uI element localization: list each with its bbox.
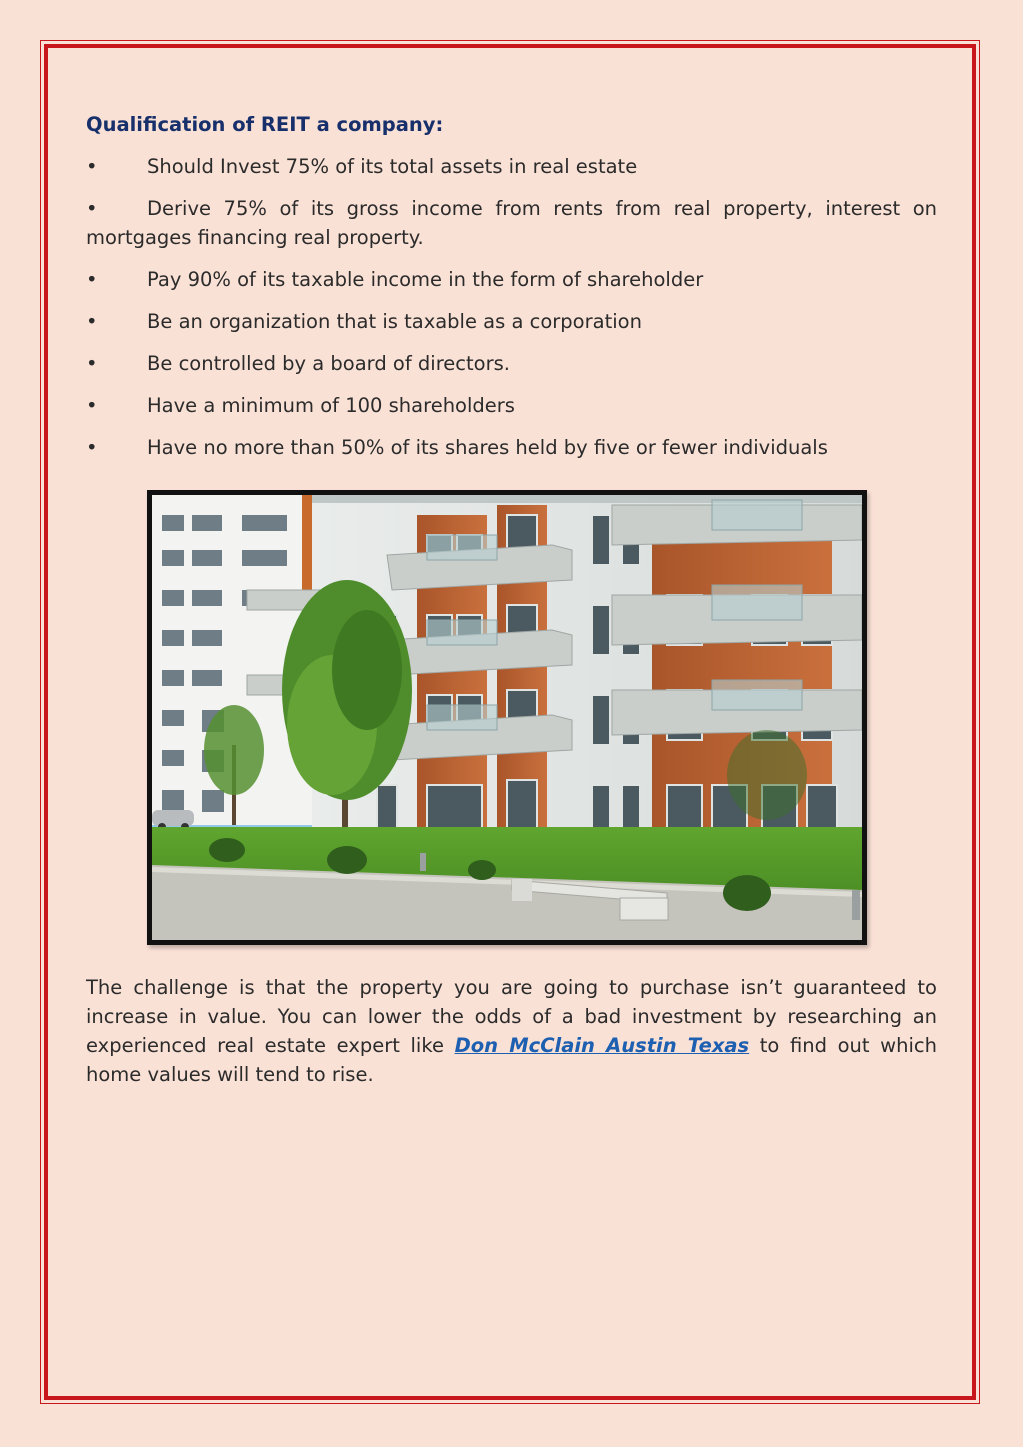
bullet-text: Be an organization that is taxable as a corporation — [147, 310, 642, 333]
bullet-item — [86, 307, 937, 336]
closing-paragraph — [86, 973, 937, 1089]
bullet-item — [86, 349, 937, 378]
bullet-text: Should Invest 75% of its total assets in real estate — [147, 155, 638, 178]
bullet-dot: • — [86, 310, 98, 333]
bullet-item — [86, 194, 937, 252]
bullet-text: Have a minimum of 100 shareholders — [147, 394, 515, 417]
qualification-section — [86, 110, 937, 475]
bullet-dot: • — [86, 436, 98, 459]
bullet-text: Derive 75% of its gross income from rents from real property, interest on mortgages financing real property. — [86, 197, 937, 249]
bullet-dot: • — [86, 352, 98, 375]
bullet-dot: • — [86, 155, 98, 178]
bullet-text: Have no more than 50% of its shares held by five or fewer individuals — [147, 436, 828, 459]
bullet-text: Be controlled by a board of directors. — [147, 352, 510, 375]
paragraph-text-end: to find out which home values will tend to rise. — [86, 1034, 937, 1086]
section-heading: Qualification of REIT a company: — [86, 113, 444, 136]
paragraph-text-start: The challenge is that the property you are going to purchase isn’t guaranteed to increase in value. You can lower the odds of a bad investment by researching an experienced real estate expert like — [86, 976, 937, 1057]
bullet-text: Pay 90% of its taxable income in the form of shareholder — [147, 268, 704, 291]
bullet-dot: • — [86, 268, 98, 291]
apartment-illustration — [152, 495, 862, 940]
apartment-building-photo — [147, 490, 867, 945]
bullet-dot: • — [86, 197, 98, 220]
bullet-item — [86, 433, 937, 462]
don-mcclain-link[interactable]: Don McClain Austin Texas — [454, 1034, 750, 1057]
bullet-item — [86, 265, 937, 294]
bullet-item — [86, 152, 937, 181]
bullet-dot: • — [86, 394, 98, 417]
bullet-item — [86, 391, 937, 420]
